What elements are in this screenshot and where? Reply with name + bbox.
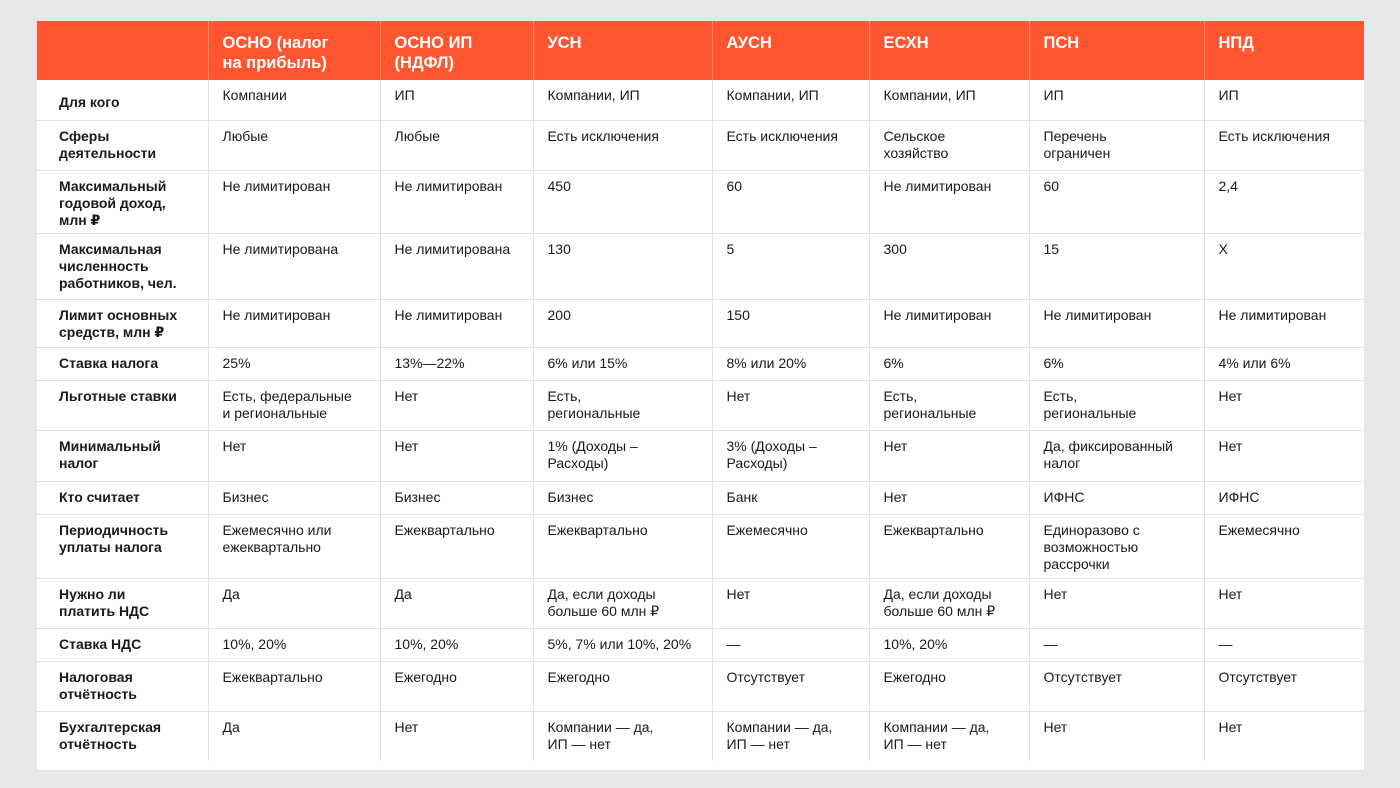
table-cell <box>712 380 869 430</box>
cell-value: 6% <box>883 354 904 371</box>
table-cell <box>533 347 712 380</box>
cell-value: 25% <box>222 354 251 371</box>
cell-value: Есть исключения <box>547 127 659 144</box>
cell-value: — <box>1043 635 1058 652</box>
table-cell <box>712 514 869 578</box>
cell-value: Не лимитирован <box>394 177 503 194</box>
table-cell <box>380 380 533 430</box>
table-cell <box>869 347 1029 380</box>
cell-value: Ежегодно <box>883 668 946 685</box>
row-label: Для кого <box>59 94 120 110</box>
cell-value: Нет <box>394 718 419 735</box>
table-cell <box>380 80 533 120</box>
cell-value: Есть, федеральные и региональные <box>222 387 352 421</box>
table-cell <box>380 299 533 347</box>
cell-value: Да <box>394 585 412 602</box>
cell-value: Нет <box>1043 718 1068 735</box>
table-cell <box>1204 347 1364 380</box>
cell-value: Нет <box>394 437 419 454</box>
table-cell <box>208 481 380 514</box>
row-label-cell <box>37 120 208 170</box>
table-row <box>37 299 1364 347</box>
cell-value: 10%, 20% <box>222 635 287 652</box>
cell-value: Не лимитирована <box>394 240 511 257</box>
table-cell <box>1029 481 1204 514</box>
cell-value: Банк <box>726 488 758 505</box>
cell-value: 4% или 6% <box>1218 354 1291 371</box>
table-cell <box>712 628 869 661</box>
table-cell <box>533 628 712 661</box>
table-row <box>37 578 1364 628</box>
cell-value: Ежеквартально <box>394 521 495 538</box>
table-cell <box>712 661 869 711</box>
table-cell <box>380 481 533 514</box>
table-cell <box>1029 514 1204 578</box>
row-label-cell <box>37 711 208 761</box>
cell-value: Ежеквартально <box>222 668 323 685</box>
row-label: Ставка НДС <box>59 635 142 652</box>
cell-value: 6% или 15% <box>547 354 628 371</box>
cell-value: Нет <box>726 387 751 404</box>
table-cell <box>1204 380 1364 430</box>
cell-value: ИФНС <box>1218 488 1260 505</box>
header-cell-ausn: АУСН <box>712 21 869 80</box>
table-cell <box>208 299 380 347</box>
row-label: Нужно ли платить НДС <box>59 585 150 619</box>
table-cell <box>533 233 712 299</box>
table-row <box>37 481 1364 514</box>
row-label: Периодичность уплаты налога <box>59 521 169 555</box>
header-cell-osno-ip: ОСНО ИП (НДФЛ) <box>380 21 533 80</box>
table-cell <box>869 628 1029 661</box>
cell-value: 15 <box>1043 240 1060 257</box>
table-cell <box>208 578 380 628</box>
cell-value: Любые <box>222 127 269 144</box>
table-cell <box>712 430 869 481</box>
row-label-cell <box>37 481 208 514</box>
cell-value: Да, если доходы больше 60 млн ₽ <box>547 585 660 619</box>
cell-value: 60 <box>726 177 743 194</box>
row-label: Льготные ставки <box>59 387 177 404</box>
cell-value: Компании, ИП <box>726 87 819 103</box>
cell-value: Не лимитирован <box>222 306 331 323</box>
header-cell-usn: УСН <box>533 21 712 80</box>
row-label-cell <box>37 170 208 233</box>
table-cell <box>208 380 380 430</box>
table-cell <box>1029 120 1204 170</box>
cell-value: ИП <box>1043 87 1064 103</box>
tax-regime-comparison-card <box>37 21 1364 770</box>
table-cell <box>208 711 380 761</box>
table-cell <box>380 661 533 711</box>
cell-value: Нет <box>883 488 908 505</box>
table-cell <box>533 514 712 578</box>
table-cell <box>380 578 533 628</box>
table-row <box>37 514 1364 578</box>
table-cell <box>533 430 712 481</box>
table-cell <box>1204 233 1364 299</box>
cell-value: Ежеквартально <box>547 521 648 538</box>
table-row <box>37 80 1364 120</box>
cell-value: Есть исключения <box>1218 127 1330 144</box>
table-cell <box>1204 514 1364 578</box>
table-cell <box>1029 80 1204 120</box>
cell-value: Да <box>222 718 240 735</box>
cell-value: ИП <box>394 87 415 103</box>
cell-value: Компании — да, ИП — нет <box>883 718 990 752</box>
cell-value: 300 <box>883 240 907 257</box>
table-cell <box>208 347 380 380</box>
table-cell <box>712 711 869 761</box>
cell-value: Компании — да, ИП — нет <box>547 718 654 752</box>
cell-value: Есть, региональные <box>547 387 641 421</box>
row-label-cell <box>37 347 208 380</box>
cell-value: Х <box>1218 240 1228 257</box>
tax-regime-table <box>37 21 1364 761</box>
row-label-cell <box>37 380 208 430</box>
cell-value: 200 <box>547 306 571 323</box>
table-cell <box>712 299 869 347</box>
cell-value: Бизнес <box>222 488 269 505</box>
table-cell <box>1029 380 1204 430</box>
row-label-cell <box>37 299 208 347</box>
row-label-cell <box>37 80 208 120</box>
table-cell <box>533 711 712 761</box>
cell-value: Есть, региональные <box>1043 387 1137 421</box>
table-cell <box>208 120 380 170</box>
table-cell <box>712 578 869 628</box>
table-cell <box>869 711 1029 761</box>
table-cell <box>869 120 1029 170</box>
cell-value: Сельское хозяйство <box>883 127 949 161</box>
cell-value: Да, если доходы больше 60 млн ₽ <box>883 585 996 619</box>
table-cell <box>380 347 533 380</box>
table-cell <box>1029 711 1204 761</box>
table-cell <box>533 578 712 628</box>
table-cell <box>869 514 1029 578</box>
table-cell <box>1204 711 1364 761</box>
table-cell <box>869 578 1029 628</box>
table-cell <box>533 170 712 233</box>
cell-value: ИП <box>1218 87 1239 103</box>
table-cell <box>1204 481 1364 514</box>
cell-value: 10%, 20% <box>394 635 459 652</box>
table-row <box>37 711 1364 761</box>
table-cell <box>869 170 1029 233</box>
cell-value: 2,4 <box>1218 177 1238 194</box>
table-cell <box>208 514 380 578</box>
cell-value: 1% (Доходы – Расходы) <box>547 437 638 471</box>
cell-value: Любые <box>394 127 441 144</box>
cell-value: Компании, ИП <box>547 87 640 103</box>
cell-value: Не лимитирован <box>222 177 331 194</box>
cell-value: 10%, 20% <box>883 635 948 652</box>
table-cell <box>533 661 712 711</box>
cell-value: Нет <box>1218 387 1243 404</box>
table-cell <box>208 628 380 661</box>
table-cell <box>380 120 533 170</box>
table-cell <box>869 661 1029 711</box>
row-label-cell <box>37 578 208 628</box>
cell-value: Не лимитирован <box>1043 306 1152 323</box>
header-cell-psn: ПСН <box>1029 21 1204 80</box>
header-row <box>37 21 1364 80</box>
table-cell <box>1204 299 1364 347</box>
cell-value: Ежеквартально <box>883 521 984 538</box>
row-label: Максимальная численность работников, чел. <box>59 240 177 291</box>
table-cell <box>1029 347 1204 380</box>
row-label: Кто считает <box>59 488 140 505</box>
cell-value: Есть исключения <box>726 127 838 144</box>
cell-value: 450 <box>547 177 571 194</box>
cell-value: Отсутствует <box>726 668 806 685</box>
cell-value: Нет <box>1218 437 1243 454</box>
table-cell <box>1204 661 1364 711</box>
cell-value: Не лимитирована <box>222 240 339 257</box>
table-row <box>37 628 1364 661</box>
table-cell <box>1029 578 1204 628</box>
table-cell <box>380 711 533 761</box>
row-label: Бухгалтерская отчётность <box>59 718 162 752</box>
cell-value: Не лимитирован <box>883 177 992 194</box>
cell-value: Перечень ограничен <box>1043 127 1111 161</box>
table-cell <box>533 80 712 120</box>
cell-value: 5%, 7% или 10%, 20% <box>547 635 692 652</box>
cell-value: ИФНС <box>1043 488 1085 505</box>
header-cell-criteria <box>37 21 208 80</box>
cell-value: Ежегодно <box>394 668 457 685</box>
row-label: Ставка налога <box>59 354 159 371</box>
cell-value: Да <box>222 585 240 602</box>
cell-value: Не лимитирован <box>1218 306 1327 323</box>
cell-value: 60 <box>1043 177 1060 194</box>
table-cell <box>533 299 712 347</box>
table-cell <box>1204 578 1364 628</box>
table-cell <box>712 120 869 170</box>
table-cell <box>208 170 380 233</box>
table-cell <box>533 481 712 514</box>
table-cell <box>208 233 380 299</box>
table-cell <box>380 514 533 578</box>
cell-value: Ежемесячно <box>1218 521 1300 538</box>
cell-value: Ежегодно <box>547 668 610 685</box>
row-label: Лимит основных средств, млн ₽ <box>59 306 178 340</box>
table-cell <box>1029 299 1204 347</box>
cell-value: 3% (Доходы – Расходы) <box>726 437 817 471</box>
table-row <box>37 430 1364 481</box>
row-label: Сферы деятельности <box>59 127 157 161</box>
table-cell <box>1204 430 1364 481</box>
table-cell <box>380 628 533 661</box>
row-label: Налоговая отчётность <box>59 668 137 702</box>
cell-value: Компании — да, ИП — нет <box>726 718 833 752</box>
row-label: Минимальный налог <box>59 437 161 471</box>
table-row <box>37 233 1364 299</box>
table-row <box>37 170 1364 233</box>
table-cell <box>869 80 1029 120</box>
cell-value: 150 <box>726 306 750 323</box>
table-row <box>37 120 1364 170</box>
cell-value: Нет <box>1043 585 1068 602</box>
cell-value: Отсутствует <box>1043 668 1123 685</box>
table-cell <box>1204 120 1364 170</box>
table-row <box>37 380 1364 430</box>
table-cell <box>1029 661 1204 711</box>
table-cell <box>712 170 869 233</box>
cell-value: Нет <box>222 437 247 454</box>
row-label-cell <box>37 628 208 661</box>
row-label: Максимальный годовой доход, млн ₽ <box>59 177 167 228</box>
cell-value: Нет <box>726 585 751 602</box>
cell-value: Ежемесячно или ежеквартально <box>222 521 332 555</box>
cell-value: Компании <box>222 87 287 103</box>
table-row <box>37 661 1364 711</box>
cell-value: Отсутствует <box>1218 668 1298 685</box>
table-cell <box>712 233 869 299</box>
header-cell-npd: НПД <box>1204 21 1364 80</box>
cell-value: Бизнес <box>394 488 441 505</box>
cell-value: Есть, региональные <box>883 387 977 421</box>
header-cell-eshn: ЕСХН <box>869 21 1029 80</box>
cell-value: Нет <box>394 387 419 404</box>
cell-value: Нет <box>1218 718 1243 735</box>
cell-value: 5 <box>726 240 735 257</box>
table-cell <box>1204 628 1364 661</box>
table-cell <box>1204 80 1364 120</box>
table-cell <box>712 347 869 380</box>
table-cell <box>869 430 1029 481</box>
cell-value: Не лимитирован <box>883 306 992 323</box>
cell-value: 13%—22% <box>394 354 465 371</box>
header-cell-osno-company: ОСНО (налог на прибыль) <box>208 21 380 80</box>
cell-value: Бизнес <box>547 488 594 505</box>
table-cell <box>208 661 380 711</box>
cell-value: 130 <box>547 240 571 257</box>
row-label-cell <box>37 661 208 711</box>
table-cell <box>380 430 533 481</box>
table-cell <box>533 380 712 430</box>
table-cell <box>869 299 1029 347</box>
table-cell <box>380 170 533 233</box>
table-cell <box>712 481 869 514</box>
row-label-cell <box>37 514 208 578</box>
cell-value: Ежемесячно <box>726 521 808 538</box>
cell-value: Нет <box>883 437 908 454</box>
cell-value: Да, фиксированный налог <box>1043 437 1173 471</box>
table-cell <box>869 481 1029 514</box>
cell-value: 8% или 20% <box>726 354 807 371</box>
cell-value: — <box>1218 635 1233 652</box>
table-cell <box>1204 170 1364 233</box>
table-cell <box>1029 233 1204 299</box>
table-cell <box>1029 628 1204 661</box>
cell-value: 6% <box>1043 354 1064 371</box>
table-cell <box>1029 430 1204 481</box>
table-cell <box>1029 170 1204 233</box>
table-cell <box>869 233 1029 299</box>
table-cell <box>869 380 1029 430</box>
cell-value: Нет <box>1218 585 1243 602</box>
row-label-cell <box>37 233 208 299</box>
cell-value: Компании, ИП <box>883 87 976 103</box>
table-cell <box>533 120 712 170</box>
table-cell <box>208 430 380 481</box>
table-cell <box>712 80 869 120</box>
table-cell <box>208 80 380 120</box>
cell-value: Не лимитирован <box>394 306 503 323</box>
table-cell <box>380 233 533 299</box>
cell-value: Единоразово с возможностью рассрочки <box>1043 521 1140 572</box>
cell-value: — <box>726 635 741 652</box>
table-row <box>37 347 1364 380</box>
row-label-cell <box>37 430 208 481</box>
